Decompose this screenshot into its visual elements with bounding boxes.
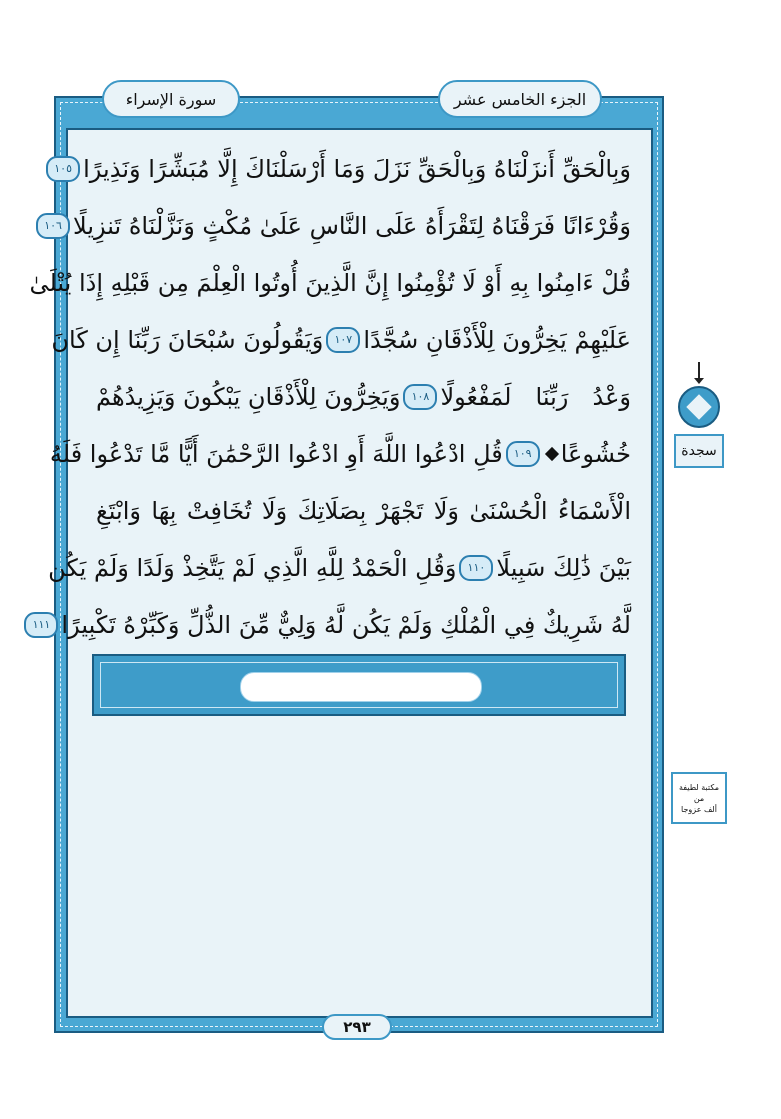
ayah-marker: ١٠٥ [46,156,80,182]
sajda-label: سجدة [681,443,717,459]
verse-text: وَعْدُ رَبِّنَا لَمَفْعُولًا [440,382,631,411]
sajda-label-box [674,434,724,468]
arrow-down-icon [698,362,700,382]
verse-line-7 [96,482,631,539]
surah-name-tab [102,80,240,118]
verse-text: عَلَيْهِمْ يَخِرُّونَ لِلْأَذْقَانِ سُجَّدًا [363,325,631,354]
sajda-icon [545,446,559,460]
juz-name-tab [438,80,602,118]
page-number: ٢٩٣ [343,1018,371,1036]
publisher-line-3: ألف عزوجا [681,804,717,814]
page-number-tab [322,1014,392,1040]
verse-line-4 [51,311,631,368]
publisher-line-2: من [693,793,705,803]
medallion-icon [678,386,720,428]
ayah-marker: ١١٠ [459,555,493,581]
verse-line-6 [49,425,631,482]
verse-line-2 [44,197,631,254]
verse-text: وَيَخِرُّونَ لِلْأَذْقَانِ يَبْكُونَ وَيَزِيدُهُمْ [96,382,401,411]
verse-text: خُشُوعًا [560,439,631,468]
verse-line-1 [54,140,631,197]
verse-text: وَقُرْءَانًا فَرَقْنَاهُ لِتَقْرَأَهُ عَلَى النَّاسِ عَلَىٰ مُكْثٍ وَنَزَّلْنَاهُ تَنزِيلًا [73,211,631,240]
verse-line-5 [96,368,631,425]
verse-text: لَّهُ شَرِيكٌ فِي الْمُلْكِ وَلَمْ يَكُن لَّهُ وَلِيٌّ مِّنَ الذُّلِّ وَكَبِّرْهُ تَكْبِيرًا [61,610,631,639]
ayah-marker: ١٠٨ [403,384,437,410]
verse-text: قُلِ ادْعُوا اللَّهَ أَوِ ادْعُوا الرَّحْمَٰنَ أَيًّا مَّا تَدْعُوا فَلَهُ [49,439,503,468]
verse-text: قُلْ ءَامِنُوا بِهِ أَوْ لَا تُؤْمِنُوا إِنَّ الَّذِينَ أُوتُوا الْعِلْمَ مِن قَبْلِهِ إِذَا يُتْلَىٰ [29,268,631,297]
ayah-marker: ١٠٦ [36,213,70,239]
verse-text: بَيْنَ ذَٰلِكَ سَبِيلًا [496,553,631,582]
surah-name: سورة الإسراء [125,89,217,109]
ayah-marker: ١٠٩ [506,441,540,467]
sajda-side-marker [670,362,728,478]
ayah-marker: ١٠٧ [326,327,360,353]
publisher-line-1: مكتبة لطيفة [678,782,720,792]
verse-line-3 [29,254,631,311]
publisher-stamp [671,772,727,824]
verse-text: وَيَقُولُونَ سُبْحَانَ رَبِّنَا إِن كَانَ [51,325,324,354]
verse-text: وَبِالْحَقِّ أَنزَلْنَاهُ وَبِالْحَقِّ نَزَلَ وَمَا أَرْسَلْنَاكَ إِلَّا مُبَشِّرًا وَنَذِيرًا [83,154,631,183]
verses-block [29,140,631,653]
verse-text: الْأَسْمَاءُ الْحُسْنَىٰ وَلَا تَجْهَرْ بِصَلَاتِكَ وَلَا تُخَافِتْ بِهَا وَابْتَغِ [96,496,631,525]
juz-name: الجزء الخامس عشر [453,89,587,109]
verse-line-9 [32,596,631,653]
verse-line-8 [48,539,631,596]
ayah-marker: ١١١ [24,612,58,638]
verse-text: وَقُلِ الْحَمْدُ لِلَّهِ الَّذِي لَمْ يَتَّخِذْ وَلَدًا وَلَمْ يَكُن [48,553,457,582]
ornament-cartouche [240,672,482,702]
